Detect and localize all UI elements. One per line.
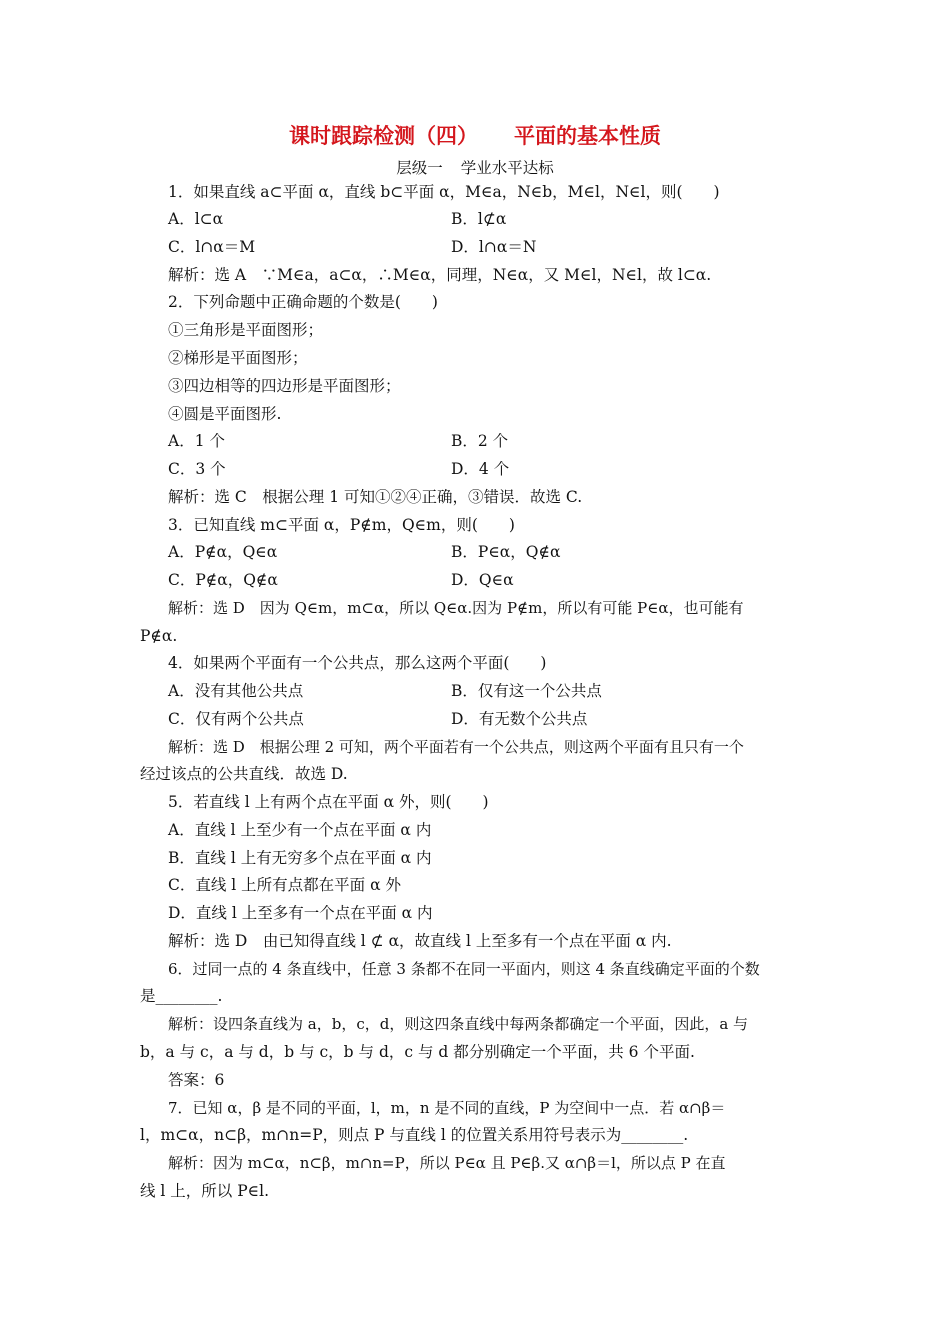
question-1: 1．如果直线 a⊂平面 α，直线 b⊂平面 α，M∈a，N∈b，M∈l，N∈l，则( ) xyxy=(168,183,720,201)
q2-item-2: ②梯形是平面图形； xyxy=(168,349,308,367)
q2-solution: 解析：选 C 根据公理 1 可知①②④正确，③错误．故选 C. xyxy=(168,488,583,506)
q1-option-b: B．l⊄α xyxy=(451,210,507,228)
q2-option-a: A．1 个 xyxy=(168,432,225,450)
q7-solution-line2: 线 l 上，所以 P∈l. xyxy=(140,1182,270,1200)
question-7-line1: 7．已知 α，β 是不同的平面，l，m，n 是不同的直线，P 为空间中一点．若 α∩β＝ xyxy=(168,1099,726,1117)
q7-solution-line1: 解析：因为 m⊂α，n⊂β，m∩n=P，所以 P∈α 且 P∈β.又 α∩β＝l，所以点 P 在直 xyxy=(168,1154,726,1172)
q5-option-b: B．直线 l 上有无穷多个点在平面 α 内 xyxy=(168,849,432,867)
q6-solution-line2: b，a 与 c，a 与 d，b 与 c，b 与 d，c 与 d 都分别确定一个平面，共 6 个平面. xyxy=(140,1043,695,1061)
q5-option-c: C．直线 l 上所有点都在平面 α 外 xyxy=(168,876,401,894)
q5-option-d: D．直线 l 上至多有一个点在平面 α 内 xyxy=(168,904,433,922)
question-5: 5．若直线 l 上有两个点在平面 α 外，则( ) xyxy=(168,793,489,811)
q5-option-a: A．直线 l 上至少有一个点在平面 α 内 xyxy=(168,821,432,839)
q3-solution-line2: P∉α. xyxy=(140,627,178,645)
section-heading xyxy=(0,156,950,178)
q2-option-b: B．2 个 xyxy=(451,432,509,450)
q4-option-a: A．没有其他公共点 xyxy=(168,682,304,700)
q3-option-a: A．P∉α，Q∈α xyxy=(168,543,278,561)
question-6-line2: 是________. xyxy=(140,987,223,1005)
q1-solution: 解析：选 A ∵M∈a，a⊂α，∴M∈α，同理，N∈α，又 M∈l，N∈l，故 l⊂α. xyxy=(168,266,712,284)
title-part1: 课时跟踪检测（四） xyxy=(289,123,478,148)
question-2: 2．下列命题中正确命题的个数是( ) xyxy=(168,293,438,311)
section-text: 学业水平达标 xyxy=(460,159,554,177)
question-3: 3．已知直线 m⊂平面 α，P∉m，Q∈m，则( ) xyxy=(168,516,515,534)
question-4: 4．如果两个平面有一个公共点，那么这两个平面( ) xyxy=(168,654,547,672)
q4-option-d: D．有无数个公共点 xyxy=(451,710,588,728)
section-level: 层级一 xyxy=(396,159,443,177)
q6-solution-line1: 解析：设四条直线为 a，b，c，d，则这四条直线中每两条都确定一个平面，因此，a 与 xyxy=(168,1015,749,1033)
q3-option-d: D．Q∈α xyxy=(451,571,514,589)
question-6-line1: 6．过同一点的 4 条直线中，任意 3 条都不在同一平面内，则这 4 条直线确定平面的个数 xyxy=(168,960,760,978)
q4-option-b: B．仅有这一个公共点 xyxy=(451,682,602,700)
q2-option-c: C．3 个 xyxy=(168,460,226,478)
q1-option-d: D．l∩α＝N xyxy=(451,238,537,256)
page-title xyxy=(0,120,950,150)
q2-item-4: ④圆是平面图形. xyxy=(168,405,282,423)
q1-option-c: C．l∩α＝M xyxy=(168,238,256,256)
q4-solution-line1: 解析：选 D 根据公理 2 可知，两个平面若有一个公共点，则这两个平面有且只有一个 xyxy=(168,738,744,756)
q3-option-c: C．P∉α，Q∉α xyxy=(168,571,278,589)
q3-option-b: B．P∈α，Q∉α xyxy=(451,543,561,561)
title-part2: 平面的基本性质 xyxy=(514,123,661,148)
q4-option-c: C．仅有两个公共点 xyxy=(168,710,304,728)
q3-solution-line1: 解析：选 D 因为 Q∈m，m⊂α，所以 Q∈α.因为 P∉m，所以有可能 P∈α，也可能有 xyxy=(168,599,744,617)
q4-solution-line2: 经过该点的公共直线．故选 D. xyxy=(140,765,348,783)
q2-item-1: ①三角形是平面图形； xyxy=(168,321,324,339)
q6-answer: 答案：6 xyxy=(168,1071,225,1089)
q1-option-a: A．l⊂α xyxy=(168,210,224,228)
q5-solution: 解析：选 D 由已知得直线 l ⊄ α，故直线 l 上至多有一个点在平面 α 内. xyxy=(168,932,672,950)
question-7-line2: l，m⊂α，n⊂β，m∩n=P，则点 P 与直线 l 的位置关系用符号表示为________. xyxy=(140,1126,689,1144)
q2-item-3: ③四边相等的四边形是平面图形； xyxy=(168,377,401,395)
q2-option-d: D．4 个 xyxy=(451,460,510,478)
